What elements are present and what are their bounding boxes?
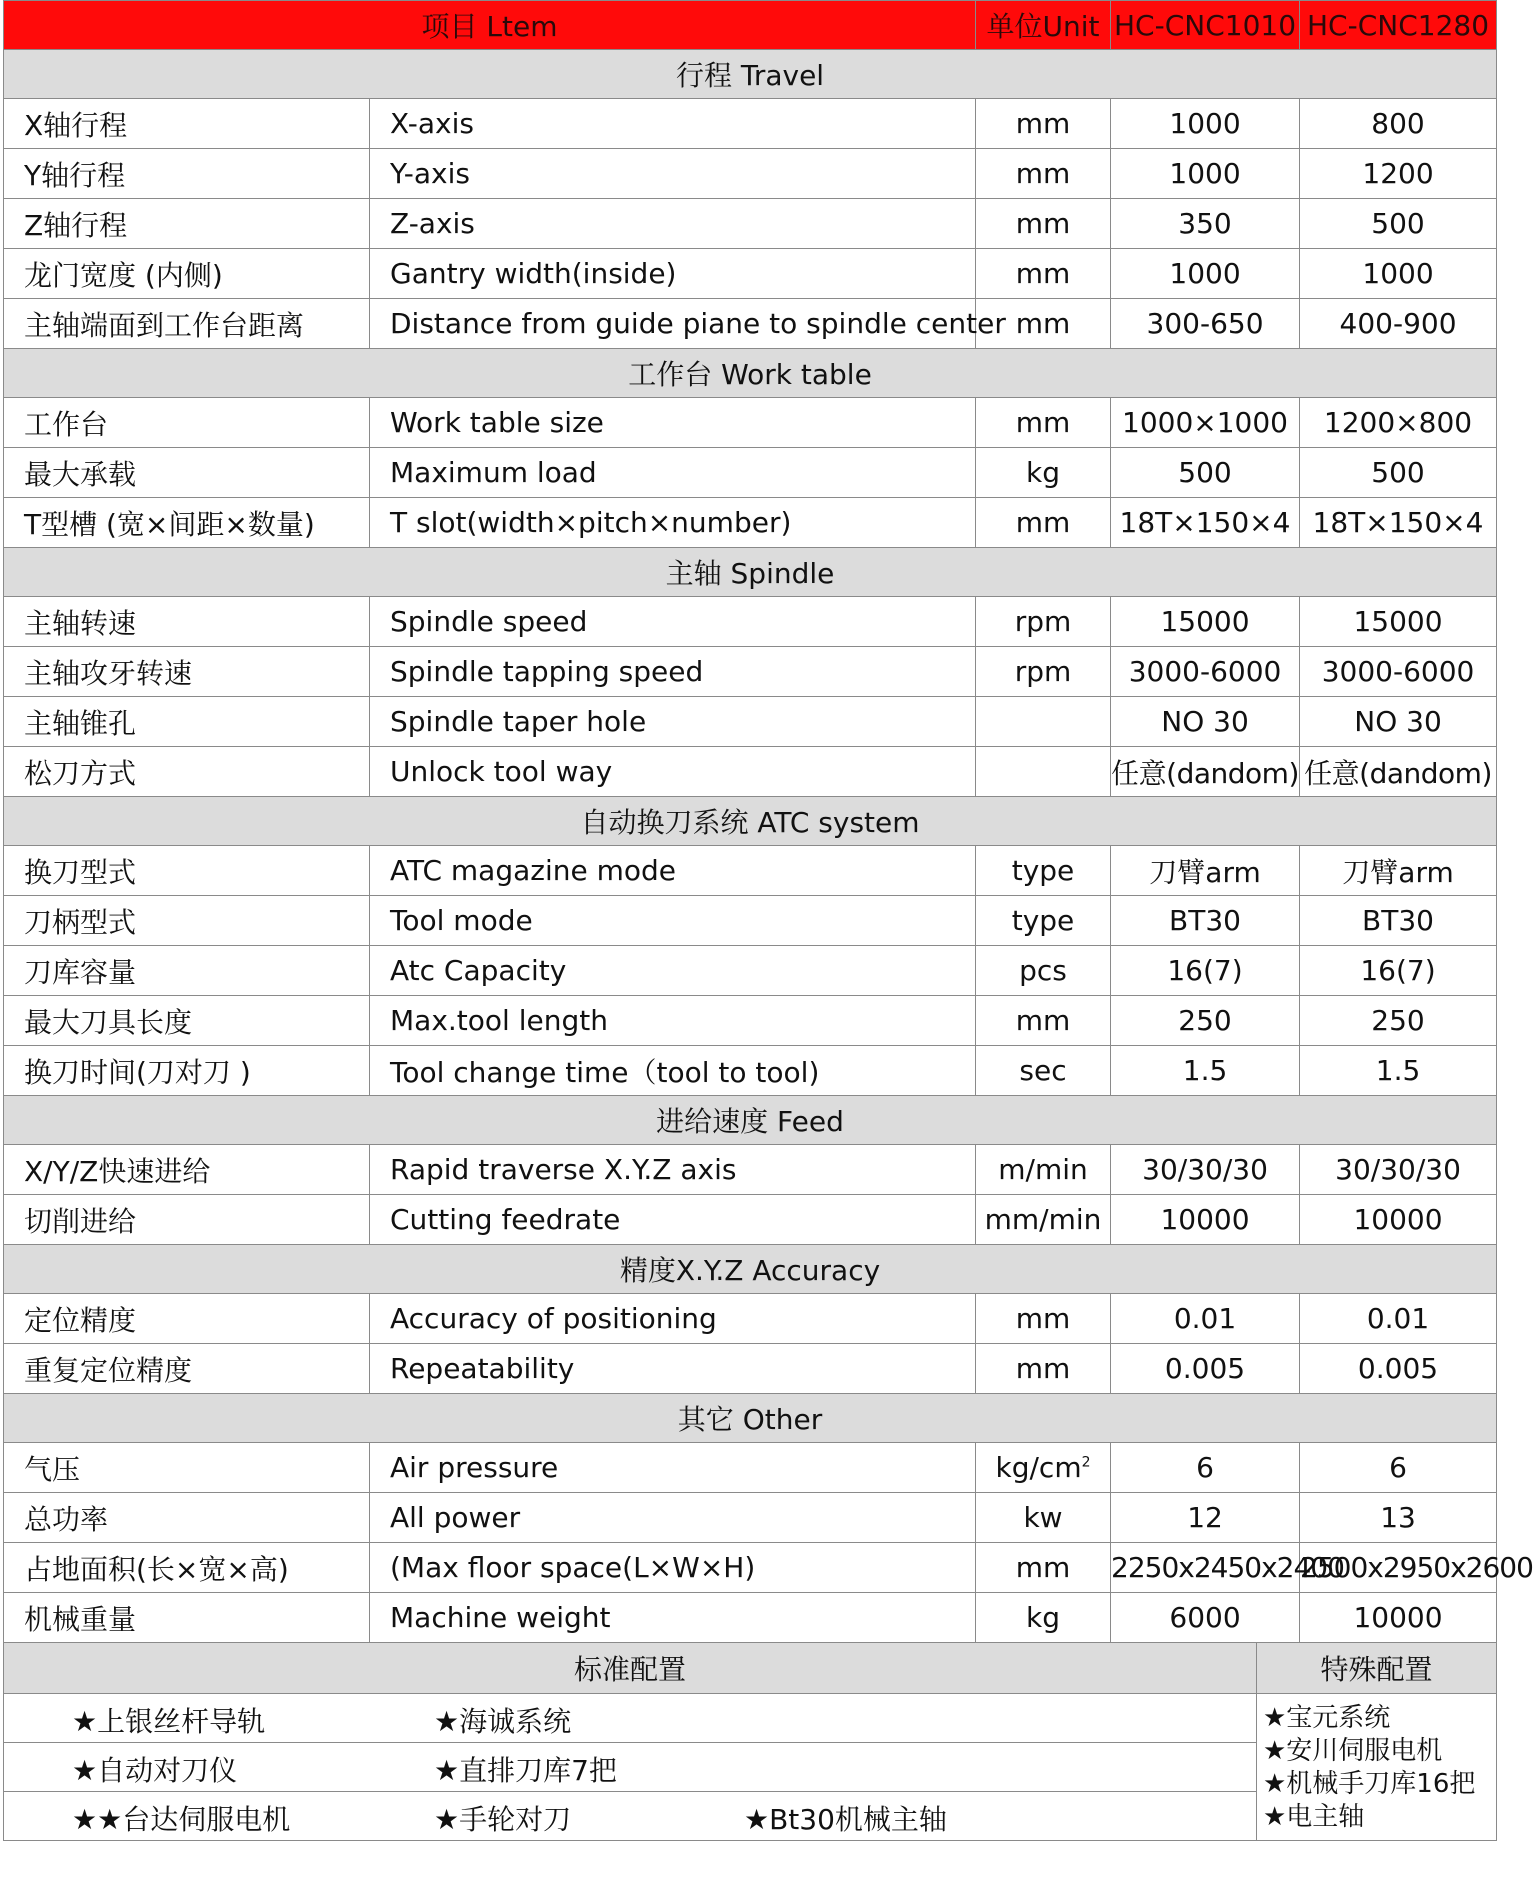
spec-name-en: Air pressure: [370, 1443, 976, 1493]
spec-name-en: Atc Capacity: [370, 946, 976, 996]
standard-config-item: ★海诚系统: [434, 1705, 572, 1738]
standard-config-item: ★上银丝杆导轨: [72, 1705, 266, 1738]
section-title: 精度X.Y.Z Accuracy: [4, 1245, 1497, 1294]
spec-unit: mm: [976, 996, 1111, 1046]
spec-value-model-1: 3000-6000: [1111, 647, 1300, 697]
spec-value-model-1: 16(7): [1111, 946, 1300, 996]
spec-row: [4, 249, 1497, 299]
spec-name-cn: 主轴转速: [4, 597, 370, 647]
spec-value-model-2: NO 30: [1300, 697, 1497, 747]
spec-value-model-1: NO 30: [1111, 697, 1300, 747]
spec-row: [4, 1344, 1497, 1394]
spec-name-cn: 主轴端面到工作台距离: [4, 299, 370, 349]
special-config-item: ★电主轴: [1263, 1802, 1365, 1832]
spec-row: [4, 946, 1497, 996]
unit-text: kg/cm: [995, 1451, 1082, 1484]
standard-config-cell: [4, 1792, 1257, 1841]
spec-unit: kg: [976, 448, 1111, 498]
spec-name-en: Maximum load: [370, 448, 976, 498]
spec-row: [4, 1046, 1497, 1096]
spec-value-model-1: 12: [1111, 1493, 1300, 1543]
spec-unit: mm: [976, 199, 1111, 249]
section-header-row: [4, 50, 1497, 99]
spec-value-model-2: 0.01: [1300, 1294, 1497, 1344]
section-header-row: [4, 797, 1497, 846]
special-config-item: ★安川伺服电机: [1263, 1736, 1443, 1766]
spec-value-model-2: 1000: [1300, 249, 1497, 299]
spec-name-en: Unlock tool way: [370, 747, 976, 797]
spec-name-en: ATC magazine mode: [370, 846, 976, 896]
spec-name-cn: 最大承载: [4, 448, 370, 498]
spec-value-model-2: 1200×800: [1300, 398, 1497, 448]
spec-value-model-2: 1200: [1300, 149, 1497, 199]
spec-value-model-2: 500: [1300, 199, 1497, 249]
spec-value-model-1: 30/30/30: [1111, 1145, 1300, 1195]
spec-name-cn: X轴行程: [4, 99, 370, 149]
config-table: [3, 1642, 1497, 1841]
section-title: 自动换刀系统 ATC system: [4, 797, 1497, 846]
spec-value-model-1: 0.01: [1111, 1294, 1300, 1344]
spec-name-en: Spindle tapping speed: [370, 647, 976, 697]
spec-row: [4, 747, 1497, 797]
unit-superscript: 2: [1081, 1454, 1091, 1471]
spec-value-model-2: 30/30/30: [1300, 1145, 1497, 1195]
spec-unit: mm: [976, 249, 1111, 299]
spec-name-cn: 刀柄型式: [4, 896, 370, 946]
standard-config-cell: [4, 1694, 1257, 1743]
spec-row: [4, 1443, 1497, 1493]
spec-value-model-1: 1000: [1111, 249, 1300, 299]
spec-unit: pcs: [976, 946, 1111, 996]
spec-name-en: Accuracy of positioning: [370, 1294, 976, 1344]
spec-value-model-1: 1000: [1111, 99, 1300, 149]
spec-value-model-2: 15000: [1300, 597, 1497, 647]
spec-name-en: Machine weight: [370, 1593, 976, 1643]
spec-value-model-2: 刀臂arm: [1300, 846, 1497, 896]
spec-unit: mm: [976, 299, 1111, 349]
spec-row: [4, 199, 1497, 249]
spec-value-model-2: 800: [1300, 99, 1497, 149]
standard-config-item: ★手轮对刀: [434, 1803, 572, 1836]
spec-name-en: Work table size: [370, 398, 976, 448]
section-header-row: [4, 349, 1497, 398]
special-config-item: ★机械手刀库16把: [1263, 1769, 1476, 1799]
spec-unit: mm: [976, 149, 1111, 199]
standard-config-title: 标准配置: [4, 1643, 1257, 1694]
spec-unit: mm: [976, 1294, 1111, 1344]
spec-name-en: Rapid traverse X.Y.Z axis: [370, 1145, 976, 1195]
special-config-cell: [1257, 1694, 1497, 1841]
spec-name-cn: 刀库容量: [4, 946, 370, 996]
spec-row: [4, 149, 1497, 199]
spec-value-model-1: 0.005: [1111, 1344, 1300, 1394]
spec-row: [4, 398, 1497, 448]
spec-name-cn: 龙门宽度 (内侧): [4, 249, 370, 299]
spec-name-cn: 工作台: [4, 398, 370, 448]
section-header-row: [4, 1245, 1497, 1294]
spec-value-model-1: BT30: [1111, 896, 1300, 946]
spec-value-model-1: 18T×150×4: [1111, 498, 1300, 548]
spec-row: [4, 1294, 1497, 1344]
spec-value-model-2: 400-900: [1300, 299, 1497, 349]
section-title: 行程 Travel: [4, 50, 1497, 99]
section-title: 进给速度 Feed: [4, 1096, 1497, 1145]
spec-name-en: Gantry width(inside): [370, 249, 976, 299]
spec-unit: mm: [976, 1543, 1111, 1593]
spec-row: [4, 1145, 1497, 1195]
header-model-1: HC-CNC1010: [1111, 1, 1300, 50]
spec-name-en: Y-axis: [370, 149, 976, 199]
standard-config-row: [4, 1694, 1497, 1743]
spec-name-cn: 切削进给: [4, 1195, 370, 1245]
spec-value-model-2: 2500x2950x2600: [1300, 1543, 1497, 1593]
spec-name-en: Spindle speed: [370, 597, 976, 647]
spec-row: [4, 99, 1497, 149]
spec-row: [4, 896, 1497, 946]
spec-value-model-1: 10000: [1111, 1195, 1300, 1245]
spec-name-cn: 换刀型式: [4, 846, 370, 896]
spec-name-en: (Max floor space(L×W×H): [370, 1543, 976, 1593]
spec-unit: [976, 747, 1111, 797]
spec-name-cn: 重复定位精度: [4, 1344, 370, 1394]
spec-unit: [976, 1443, 1111, 1493]
standard-config-item: ★直排刀库7把: [434, 1754, 617, 1787]
spec-name-cn: 气压: [4, 1443, 370, 1493]
spec-value-model-2: 250: [1300, 996, 1497, 1046]
spec-value-model-2: 13: [1300, 1493, 1497, 1543]
config-header-row: [4, 1643, 1497, 1694]
spec-value-model-1: 1.5: [1111, 1046, 1300, 1096]
spec-value-model-2: 16(7): [1300, 946, 1497, 996]
spec-value-model-1: 1000×1000: [1111, 398, 1300, 448]
spec-name-cn: 最大刀具长度: [4, 996, 370, 1046]
spec-row: [4, 597, 1497, 647]
spec-row: [4, 299, 1497, 349]
spec-row: [4, 697, 1497, 747]
spec-value-model-2: 3000-6000: [1300, 647, 1497, 697]
spec-unit: m/min: [976, 1145, 1111, 1195]
section-header-row: [4, 1394, 1497, 1443]
spec-unit: type: [976, 846, 1111, 896]
header-unit: 单位Unit: [976, 1, 1111, 50]
spec-name-en: Distance from guide piane to spindle center: [370, 299, 976, 349]
spec-name-en: X-axis: [370, 99, 976, 149]
spec-value-model-2: 1.5: [1300, 1046, 1497, 1096]
header-model-2: HC-CNC1280: [1300, 1, 1497, 50]
spec-name-en: All power: [370, 1493, 976, 1543]
spec-name-cn: Z轴行程: [4, 199, 370, 249]
spec-name-en: Tool mode: [370, 896, 976, 946]
spec-value-model-1: 刀臂arm: [1111, 846, 1300, 896]
section-header-row: [4, 548, 1497, 597]
spec-name-en: Z-axis: [370, 199, 976, 249]
spec-name-cn: 占地面积(长×宽×高): [4, 1543, 370, 1593]
standard-config-item: ★自动对刀仪: [72, 1754, 238, 1787]
spec-value-model-1: 任意(dandom): [1111, 747, 1300, 797]
spec-name-cn: X/Y/Z快速进给: [4, 1145, 370, 1195]
spec-unit: rpm: [976, 647, 1111, 697]
section-title: 其它 Other: [4, 1394, 1497, 1443]
spec-row: [4, 846, 1497, 896]
spec-unit: [976, 697, 1111, 747]
spec-value-model-1: 6000: [1111, 1593, 1300, 1643]
spec-name-cn: 换刀时间(刀对刀 ): [4, 1046, 370, 1096]
spec-row: [4, 1195, 1497, 1245]
special-config-item: ★宝元系统: [1263, 1703, 1391, 1733]
spec-value-model-1: 1000: [1111, 149, 1300, 199]
spec-name-en: Spindle taper hole: [370, 697, 976, 747]
spec-value-model-1: 2250x2450x2400: [1111, 1543, 1300, 1593]
spec-unit: rpm: [976, 597, 1111, 647]
spec-name-en: Repeatability: [370, 1344, 976, 1394]
spec-value-model-2: 18T×150×4: [1300, 498, 1497, 548]
spec-value-model-2: 0.005: [1300, 1344, 1497, 1394]
spec-name-cn: 机械重量: [4, 1593, 370, 1643]
spec-unit: mm: [976, 99, 1111, 149]
spec-sheet: [3, 0, 1533, 1841]
spec-value-model-2: 任意(dandom): [1300, 747, 1497, 797]
spec-name-cn: 主轴攻牙转速: [4, 647, 370, 697]
standard-config-item: ★★台达伺服电机: [72, 1803, 291, 1836]
standard-config-item: ★Bt30机械主轴: [744, 1803, 947, 1836]
spec-row: [4, 498, 1497, 548]
spec-value-model-1: 350: [1111, 199, 1300, 249]
spec-name-cn: 定位精度: [4, 1294, 370, 1344]
spec-name-cn: 总功率: [4, 1493, 370, 1543]
spec-name-cn: Y轴行程: [4, 149, 370, 199]
spec-value-model-2: BT30: [1300, 896, 1497, 946]
section-title: 主轴 Spindle: [4, 548, 1497, 597]
spec-row: [4, 1493, 1497, 1543]
spec-value-model-2: 6: [1300, 1443, 1497, 1493]
spec-name-en: Tool change time（tool to tool): [370, 1046, 976, 1096]
section-header-row: [4, 1096, 1497, 1145]
spec-table: [3, 0, 1533, 1643]
spec-unit: mm: [976, 1344, 1111, 1394]
spec-unit: type: [976, 896, 1111, 946]
spec-value-model-1: 500: [1111, 448, 1300, 498]
spec-row: [4, 1543, 1497, 1593]
header-item: 项目 Ltem: [4, 1, 976, 50]
spec-unit: sec: [976, 1046, 1111, 1096]
spec-unit: mm: [976, 498, 1111, 548]
spec-value-model-1: 250: [1111, 996, 1300, 1046]
spec-row: [4, 647, 1497, 697]
spec-value-model-1: 300-650: [1111, 299, 1300, 349]
spec-row: [4, 996, 1497, 1046]
special-config-title: 特殊配置: [1257, 1643, 1497, 1694]
spec-value-model-2: 500: [1300, 448, 1497, 498]
spec-row: [4, 1593, 1497, 1643]
spec-unit: mm/min: [976, 1195, 1111, 1245]
section-title: 工作台 Work table: [4, 349, 1497, 398]
spec-unit: kg: [976, 1593, 1111, 1643]
spec-value-model-1: 15000: [1111, 597, 1300, 647]
spec-name-cn: 松刀方式: [4, 747, 370, 797]
spec-name-en: Max.tool length: [370, 996, 976, 1046]
spec-name-en: T slot(width×pitch×number): [370, 498, 976, 548]
spec-unit: kw: [976, 1493, 1111, 1543]
spec-row: [4, 448, 1497, 498]
spec-name-cn: 主轴锥孔: [4, 697, 370, 747]
spec-name-en: Cutting feedrate: [370, 1195, 976, 1245]
standard-config-cell: [4, 1743, 1257, 1792]
spec-value-model-2: 10000: [1300, 1593, 1497, 1643]
spec-name-cn: T型槽 (宽×间距×数量): [4, 498, 370, 548]
spec-unit: mm: [976, 398, 1111, 448]
spec-value-model-1: 6: [1111, 1443, 1300, 1493]
spec-value-model-2: 10000: [1300, 1195, 1497, 1245]
header-row: [4, 1, 1497, 50]
